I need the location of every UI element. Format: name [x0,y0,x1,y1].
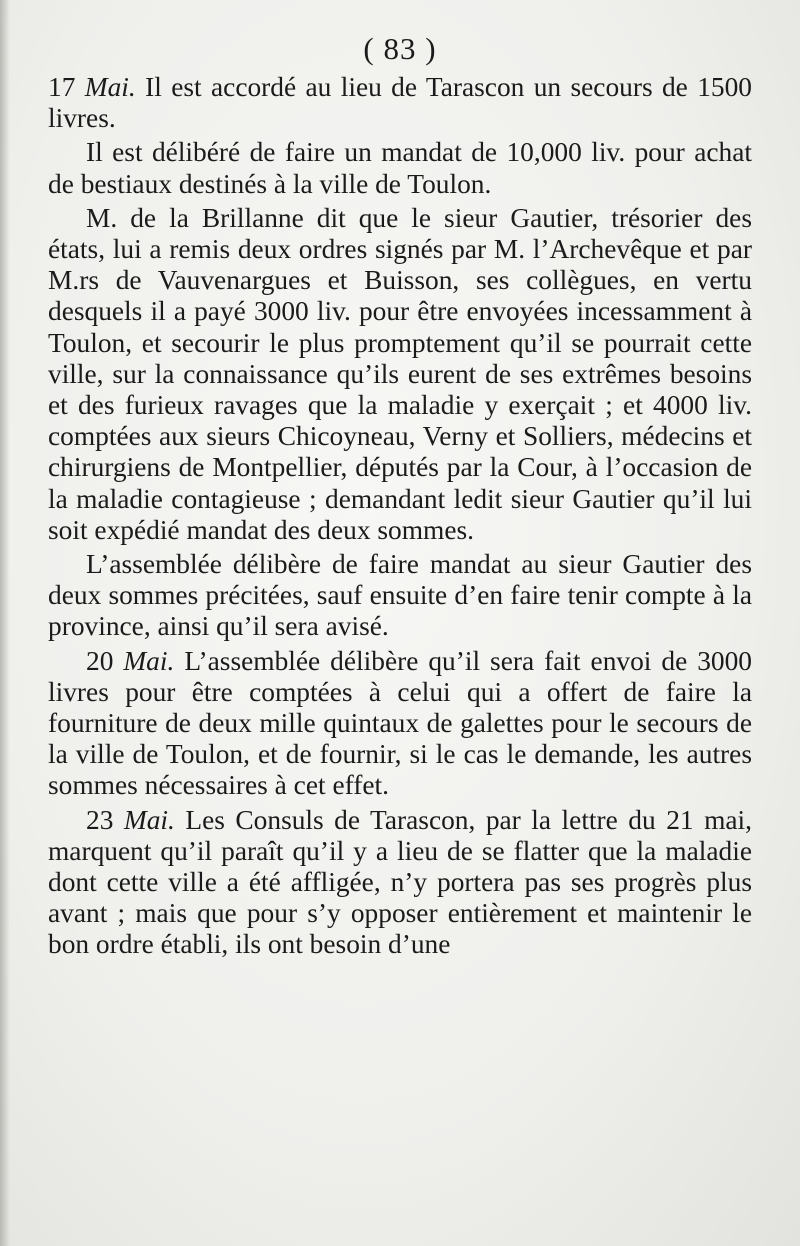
paragraph-text: M. de la Brillanne dit que le sieur Gautier, trésorier des états, lui a remis deux ordres signés par M. l’Archevêque et par M.rs de Vauvenargues et Buisson, ses collègues, en vertu desquels il a payé 3000 liv. pour être envoyées incessamment à Toulon, et secourir le plus promptement qu’il se pourrait cette ville, sur la connaissance qu’ils eurent de ses extrêmes besoins et des furieux ravages que la maladie y exerçait ; et 4000 liv. comptées aux sieurs Chicoyneau, Verny et Solliers, médecins et chirurgiens de Montpellier, députés par la Cour, à l’occasion de la maladie contagieuse ; demandant ledit sieur Gautier qu’il lui soit expédié mandat des deux sommes. [48,202,752,545]
paragraph-text: Les Consuls de Tarascon, par la lettre du 21 mai, marquent qu’il paraît qu’il y a lieu de se flatter que la maladie dont cette ville a été affligée, n’y portera pas ses progrès plus avant ; mais que pour s’y opposer entièrement et maintenir le bon ordre établi, ils ont besoin d’une [48,804,752,960]
paragraph-text: L’assemblée délibère qu’il sera fait envoi de 3000 livres pour être comptées à celui qui a offert de faire la fourniture de deux mille quintaux de galettes pour le secours de la ville de Toulon, et de fournir, si le cas le demande, les autres sommes nécessaires à cet effet. [48,645,752,801]
paragraph-text: Il est délibéré de faire un mandat de 10,000 liv. pour achat de bestiaux destinés à la ville de Toulon. [48,137,752,199]
entry-day: 23 [86,804,114,835]
entry-date: Mai. [123,645,175,676]
page-number: ( 83 ) [363,31,437,66]
entry-day: 17 [48,72,76,102]
paragraph-4 [48,549,752,643]
paragraph-text: L’assemblée délibère de faire mandat au sieur Gautier des deux sommes précitées, sauf ensuite d’en faire tenir compte à la province, ainsi qu’il sera avisé. [48,549,752,642]
paragraph-5 [48,646,752,802]
paragraph-text: Il est accordé au lieu de Tarascon un secours de 1500 livres. [48,72,752,134]
entry-date: Mai. [123,804,175,835]
paragraph-3 [48,203,752,546]
entry-date: Mai. [84,72,136,102]
entry-day: 20 [86,645,114,676]
paragraph-2 [48,137,752,199]
paragraph-1 [48,72,752,134]
page-edge-shadow [0,0,10,1246]
paragraph-6 [48,805,752,961]
